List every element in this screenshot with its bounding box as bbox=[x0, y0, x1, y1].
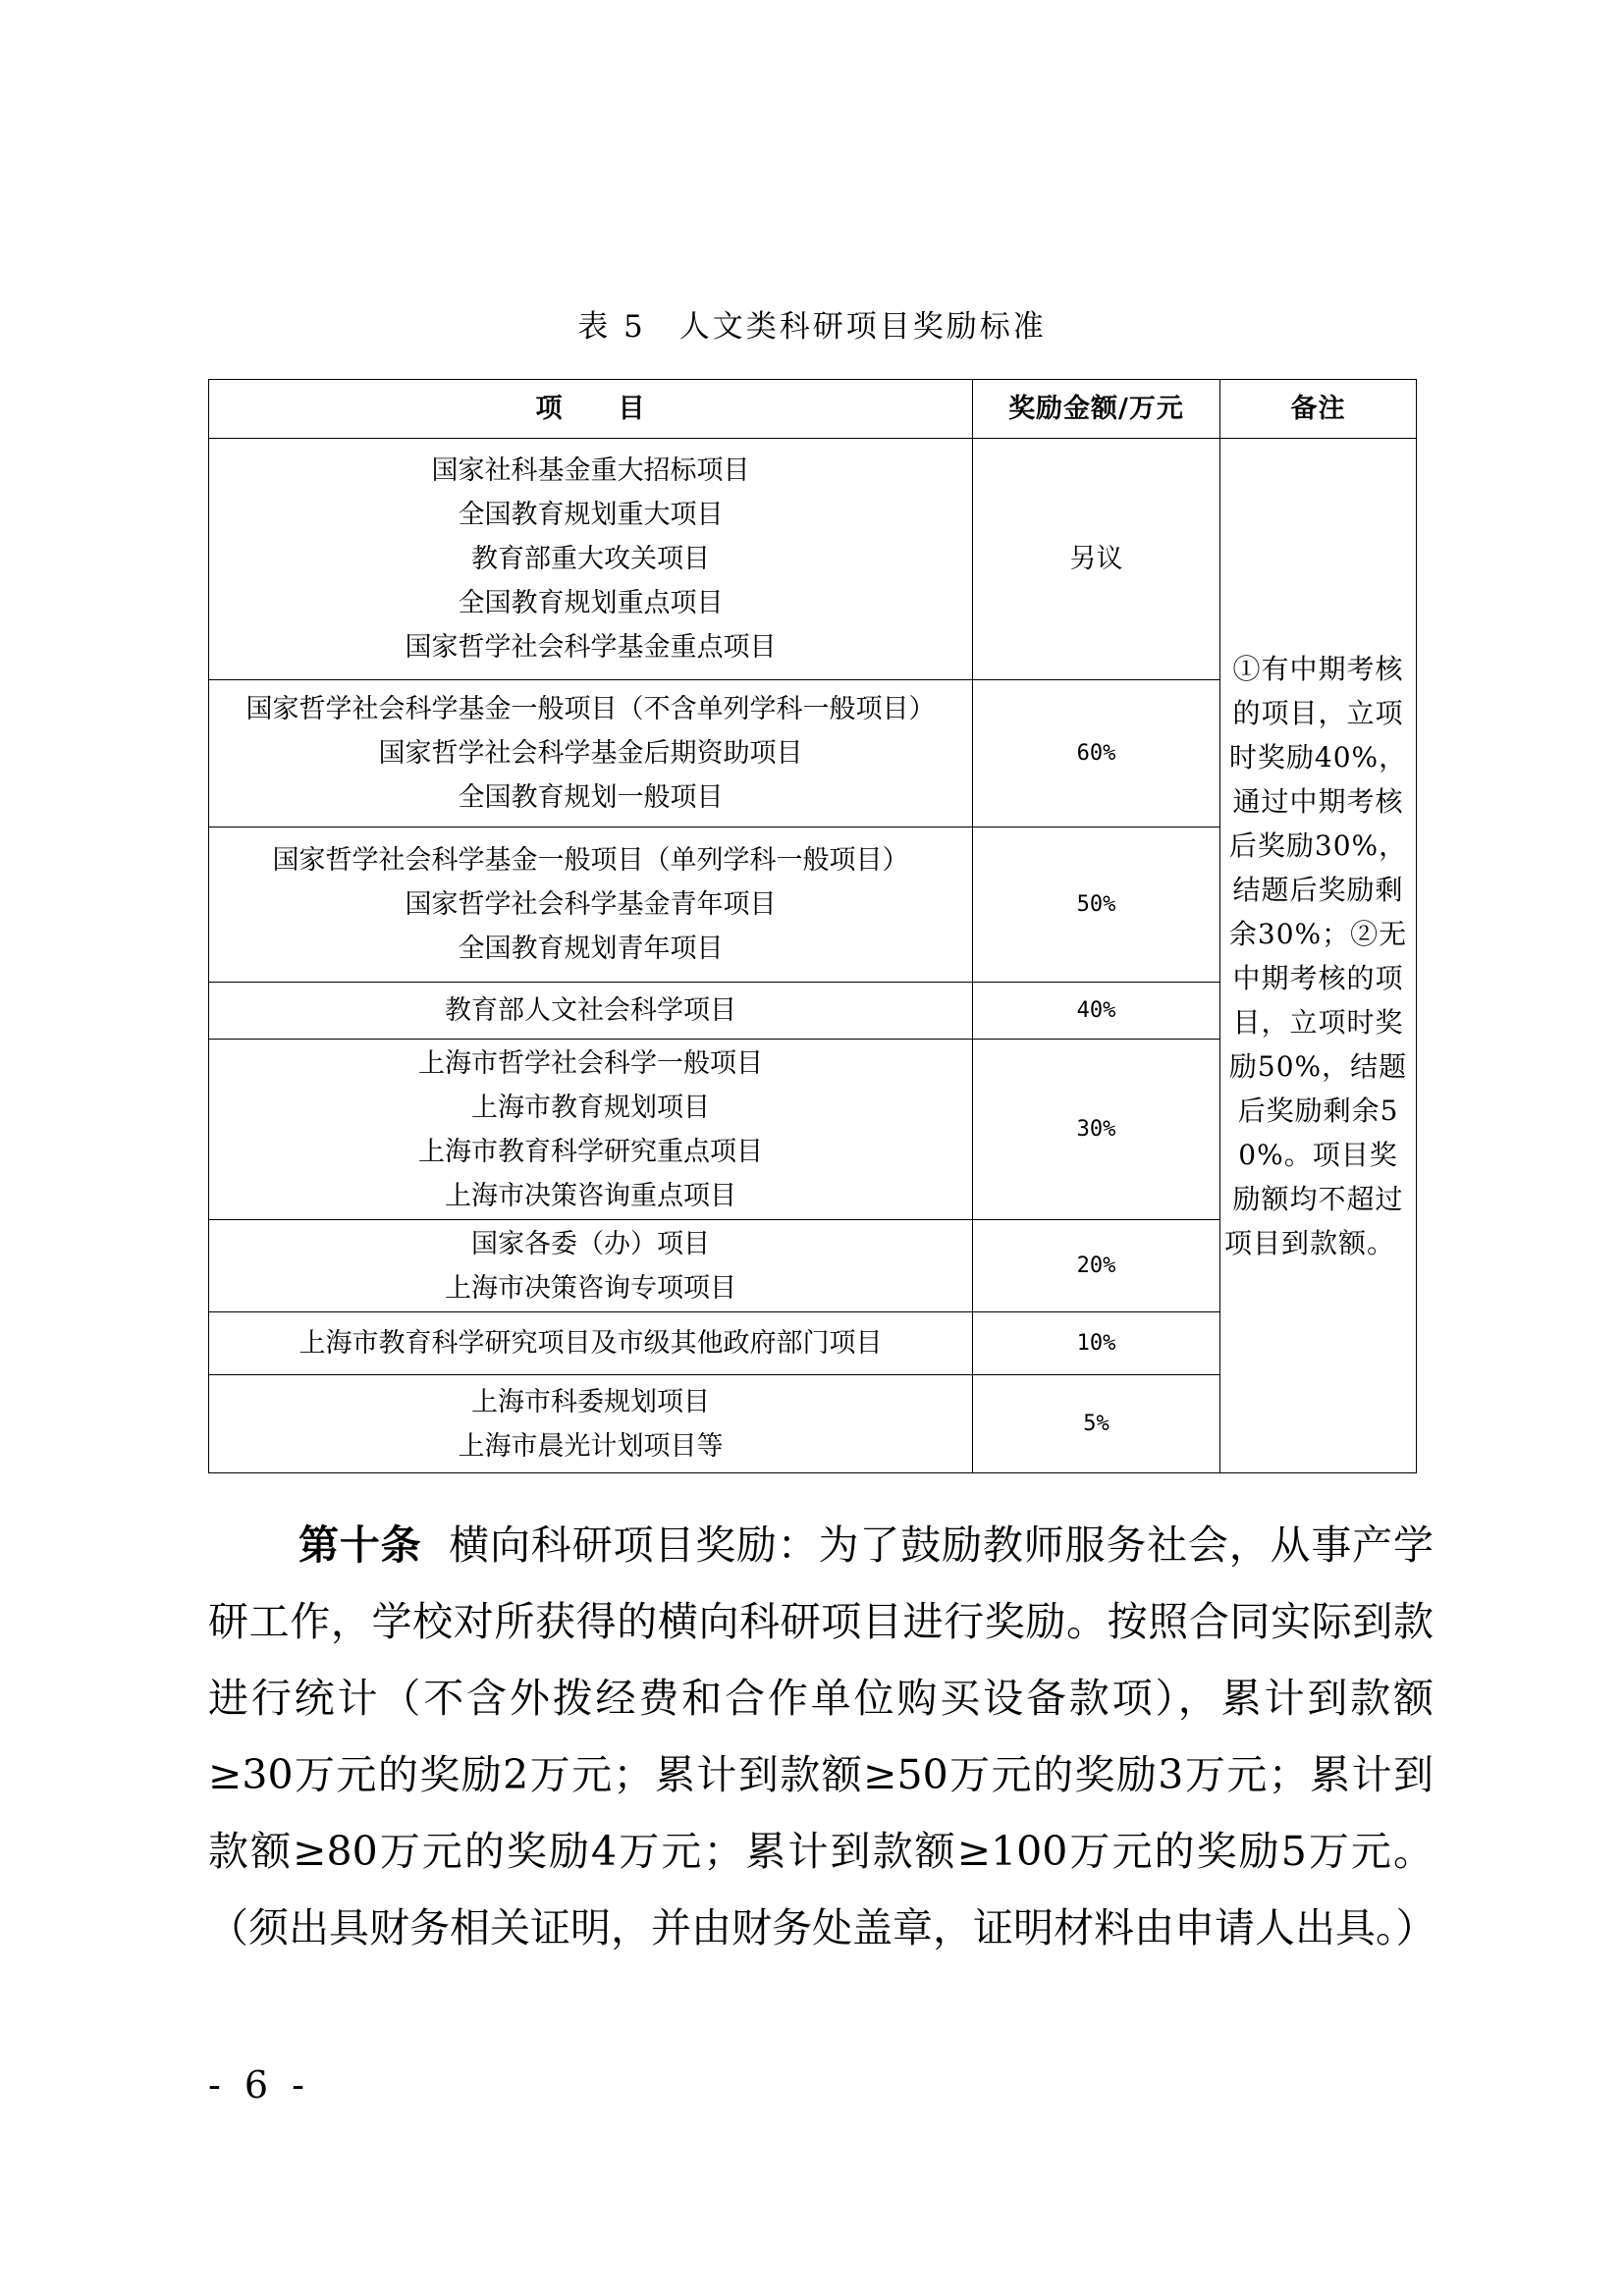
table-caption: 表 5 人文类科研项目奖励标准 bbox=[577, 309, 1047, 345]
item-cell bbox=[209, 1040, 973, 1220]
item-cell bbox=[209, 983, 973, 1040]
reward-standard-table bbox=[208, 379, 1417, 1473]
item-line: 全国教育规划一般项目 bbox=[458, 782, 724, 813]
item-line: 全国教育规划青年项目 bbox=[458, 934, 724, 964]
item-cell bbox=[209, 828, 973, 983]
amount-cell: 60% bbox=[973, 680, 1220, 828]
amount-cell: 40% bbox=[973, 983, 1220, 1040]
item-line: 全国教育规划重大项目 bbox=[458, 500, 724, 530]
item-line: 上海市决策咨询专项项目 bbox=[445, 1272, 736, 1304]
item-line: 国家社科基金重大招标项目 bbox=[431, 455, 750, 486]
item-line: 国家哲学社会科学基金后期资助项目 bbox=[378, 738, 803, 769]
page-number: - 6 - bbox=[208, 2063, 311, 2107]
item-line: 国家各委（办）项目 bbox=[471, 1228, 710, 1259]
item-line: 国家哲学社会科学基金一般项目（单列学科一般项目） bbox=[272, 845, 909, 876]
article-paragraph bbox=[208, 1507, 1434, 1966]
item-line: 国家哲学社会科学基金重点项目 bbox=[405, 632, 777, 663]
table-row bbox=[209, 439, 1417, 680]
item-line: 上海市晨光计划项目等 bbox=[458, 1430, 724, 1462]
item-line: 上海市科委规划项目 bbox=[471, 1386, 710, 1417]
item-cell bbox=[209, 680, 973, 828]
item-line: 上海市教育规划项目 bbox=[471, 1092, 710, 1123]
amount-cell: 10% bbox=[973, 1312, 1220, 1375]
amount-cell: 5% bbox=[973, 1375, 1220, 1473]
remark-cell: ①有中期考核的项目，立项时奖励40%，通过中期考核后奖励30%，结题后奖励剩余30%；②无中期考核的项目，立项时奖励50%，结题后奖励剩余50%。项目奖励额均不超过项目到款额。 bbox=[1220, 439, 1417, 1473]
header-remark: 备注 bbox=[1220, 380, 1417, 439]
amount-cell: 20% bbox=[973, 1220, 1220, 1312]
amount-cell: 50% bbox=[973, 828, 1220, 983]
article-lead: 第十条 bbox=[298, 1522, 422, 1569]
item-cell bbox=[209, 1312, 973, 1375]
item-cell bbox=[209, 1220, 973, 1312]
item-cell bbox=[209, 1375, 973, 1473]
header-amount: 奖励金额/万元 bbox=[973, 380, 1220, 439]
item-line: 上海市决策咨询重点项目 bbox=[445, 1180, 736, 1211]
item-line: 国家哲学社会科学基金青年项目 bbox=[405, 889, 777, 920]
article-body: 横向科研项目奖励：为了鼓励教师服务社会，从事产学研工作，学校对所获得的横向科研项目进行奖励。按照合同实际到款进行统计（不含外拨经费和合作单位购买设备款项），累计到款额≥30万元的奖励2万元；累计到款额≥50万元的奖励3万元；累计到款额≥80万元的奖励4万元；累计到款额≥100万元的奖励5万元。（须出具财务相关证明，并由财务处盖章，证明材料由申请人出具。） bbox=[208, 1522, 1436, 1951]
item-line: 教育部人文社会科学项目 bbox=[445, 995, 736, 1026]
amount-cell: 30% bbox=[973, 1040, 1220, 1220]
item-line: 上海市哲学社会科学一般项目 bbox=[418, 1047, 763, 1079]
item-line: 上海市教育科学研究项目及市级其他政府部门项目 bbox=[298, 1328, 883, 1359]
item-line: 国家哲学社会科学基金一般项目（不含单列学科一般项目） bbox=[245, 694, 936, 724]
header-item: 项 目 bbox=[209, 380, 973, 439]
item-cell bbox=[209, 439, 973, 680]
amount-cell: 另议 bbox=[973, 439, 1220, 680]
item-line: 上海市教育科学研究重点项目 bbox=[418, 1136, 763, 1167]
item-line: 教育部重大攻关项目 bbox=[471, 544, 710, 574]
item-line: 全国教育规划重点项目 bbox=[458, 588, 724, 618]
